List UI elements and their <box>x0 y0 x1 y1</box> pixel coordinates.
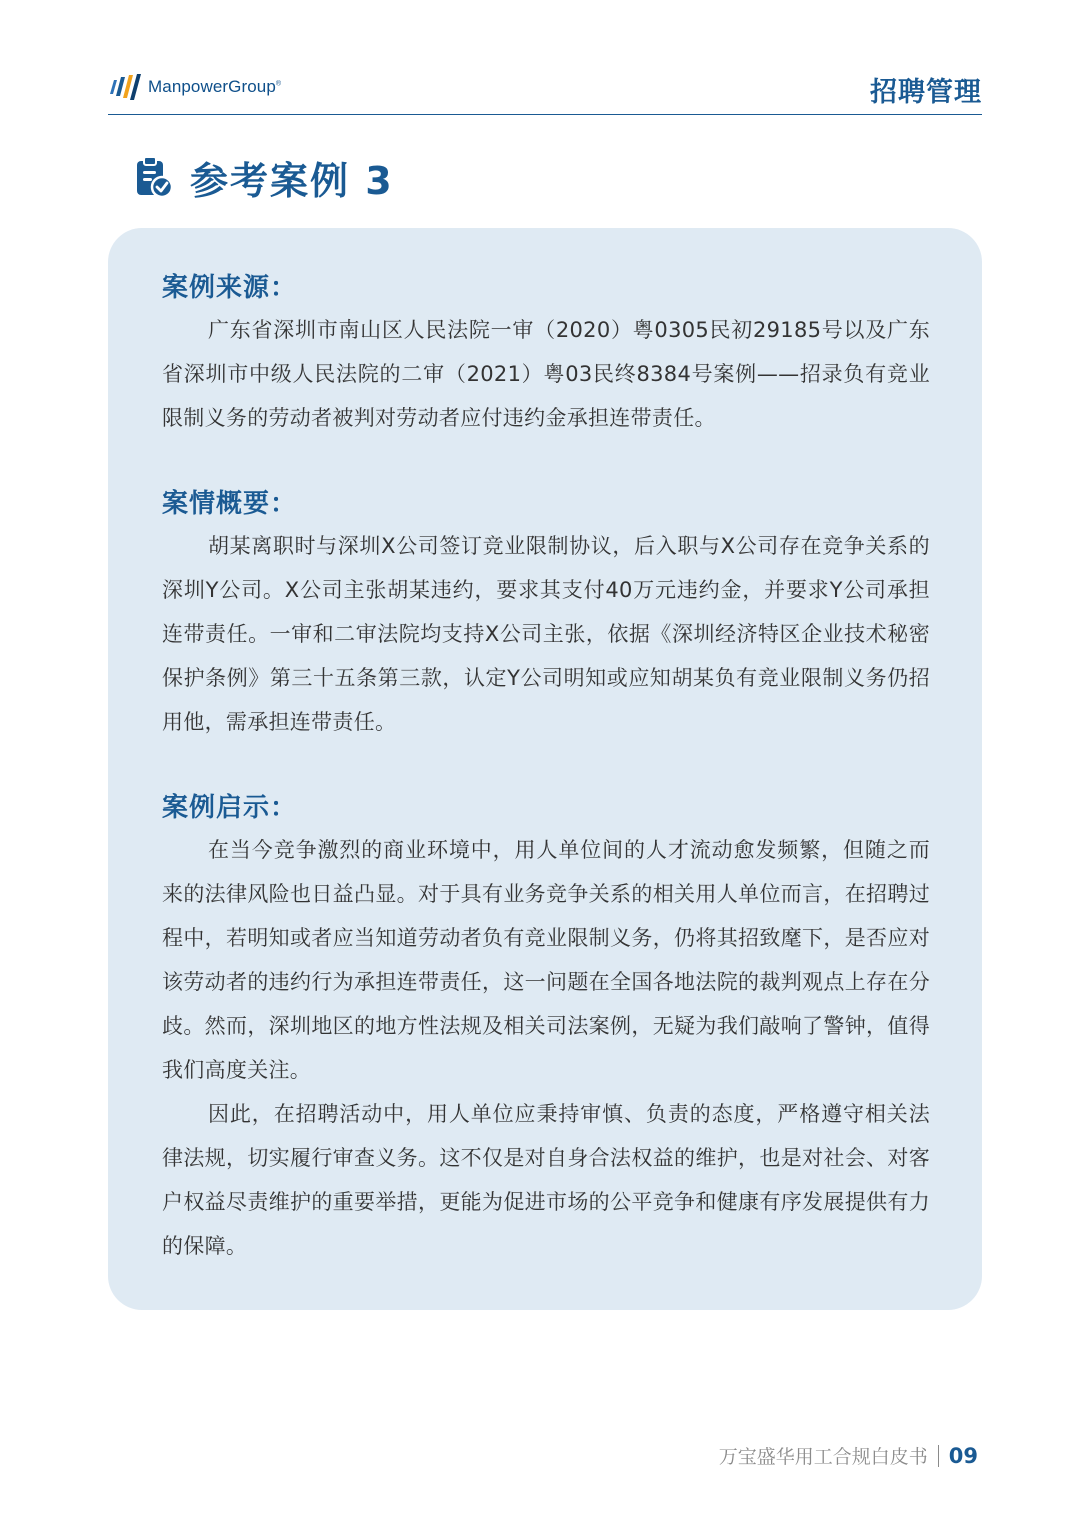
source-paragraph: 广东省深圳市南山区人民法院一审（2020）粤0305民初29185号以及广东省深圳市中级人民法院的二审（2021）粤03民终8384号案例——招录负有竞业限制义务的劳动者被判对劳动者应付违约金承担连带责任。 <box>162 318 930 430</box>
logo-wordmark: ManpowerGroup® <box>148 77 282 96</box>
insight-paragraph-2: 因此，在招聘活动中，用人单位应秉持审慎、负责的态度，严格遵守相关法律法规，切实履行审查义务。这不仅是对自身合法权益的维护，也是对社会、对客户权益尽责维护的重要举措，更能为促进市场的公平竞争和健康有序发展提供有力的保障。 <box>162 1102 930 1258</box>
section-label: 招聘管理 <box>870 77 982 108</box>
page-title: 参考案例 3 <box>190 158 394 203</box>
section-heading-insight: 案例启示： <box>162 793 298 823</box>
section-heading-source: 案例来源： <box>162 273 298 303</box>
manpowergroup-logo <box>108 72 281 102</box>
title-block <box>134 150 394 204</box>
case-card <box>108 228 982 1310</box>
manpower-logo-icon <box>108 72 142 102</box>
page-header <box>108 62 982 115</box>
section-heading-summary: 案情概要： <box>162 489 298 519</box>
summary-paragraph: 胡某离职时与深圳X公司签订竞业限制协议，后入职与X公司存在竞争关系的深圳Y公司。X公司主张胡某违约，要求其支付40万元违约金，并要求Y公司承担连带责任。一审和二审法院均支持X公司主张，依据《深圳经济特区企业技术秘密保护条例》第三十五条第三款，认定Y公司明知或应知胡某负有竞业限制义务仍招用他，需承担连带责任。 <box>162 534 930 734</box>
footer-divider <box>938 1445 939 1467</box>
insight-paragraph-1: 在当今竞争激烈的商业环境中，用人单位间的人才流动愈发频繁，但随之而来的法律风险也日益凸显。对于具有业务竞争关系的相关用人单位而言，在招聘过程中，若明知或者应当知道劳动者负有竞业限制义务，仍将其招致麾下，是否应对该劳动者的违约行为承担连带责任，这一问题在全国各地法院的裁判观点上存在分歧。然而，深圳地区的地方性法规及相关司法案例，无疑为我们敲响了警钟，值得我们高度关注。 <box>162 838 930 1082</box>
page-footer <box>719 1442 978 1469</box>
clipboard-check-icon <box>134 155 174 199</box>
case-content <box>162 268 930 1268</box>
page-number: 09 <box>948 1443 978 1468</box>
footer-doc-title: 万宝盛华用工合规白皮书 <box>718 1446 928 1468</box>
